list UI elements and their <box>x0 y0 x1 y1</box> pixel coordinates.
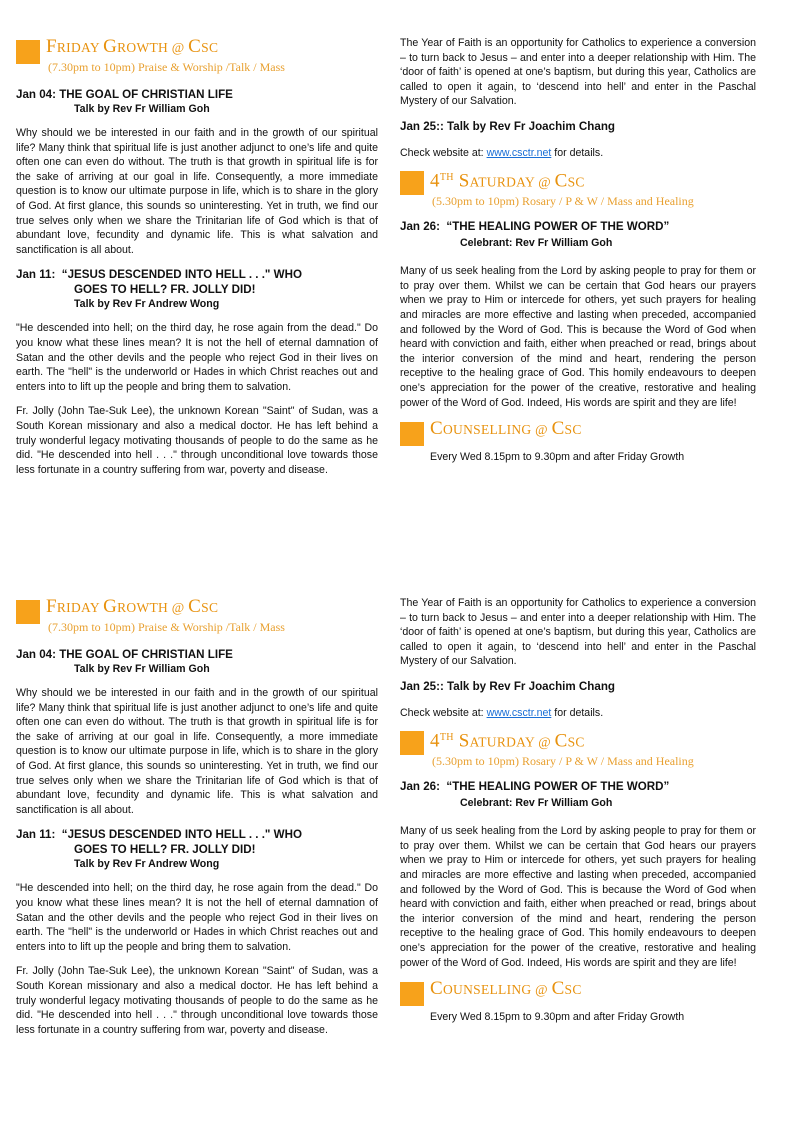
talk1-body: Why should we be interested in our faith and in the growth of our spiritual life? Many think that spiritual life is just another adjunct to one’s life and quite often one can even do without. The truth is that growth in spiritual life is for the sake of arriving at our goal in life. Consequently, a more immediate question is to know our ultimate purpose in life, which is to share in the glory of God. At first glance, this sounds so uninteresting. Yet in truth, we find our true selves only when we share the Trinitarian life of God which is that of abundant love, fecundity and dynamic life. This is what salvation and sanctification is all about. <box>16 127 378 256</box>
friday-growth-subtitle: (7.30pm to 10pm) Praise & Worship /Talk / Mass <box>48 620 285 634</box>
saturday-title: 4TH SATURDAY @ CSC <box>430 730 585 752</box>
talk1-title: Jan 04: THE GOAL OF CHRISTIAN LIFE <box>16 648 233 661</box>
talk4-body: Many of us seek healing from the Lord by asking people to pray for them or to pray over them. Whilst we can be certain that God hears our prayers when we pray to Him or intercede for others, yet such prayers for healing and miracles are more effective and lasting when preceded, accompanied and followed by the Word of God. This is because the Word of God when heard with conviction and faith, either when preached or read, brings about the interior conversion of the mind and heart, rendering the person receptive to the healing grace of God. This homily endeavours to deepen one’s appreciation for the power of the creative, restorative and healing power of the Word of God. Indeed, His words are spirit and they are life! <box>400 265 756 409</box>
talk1-speaker: Talk by Rev Fr William Goh <box>74 663 210 675</box>
talk1-body: Why should we be interested in our faith and in the growth of our spiritual life? Many think that spiritual life is just another adjunct to one’s life and quite often one can even do without. The truth is that growth in spiritual life is for the sake of arriving at our goal in life. Consequently, a more immediate question is to know our ultimate purpose in life, which is to share in the glory of God. At first glance, this sounds so uninteresting. Yet in truth, we find our true selves only when we share the Trinitarian life of God which is that of abundant love, fecundity and dynamic life. This is what salvation and sanctification is all about. <box>16 687 378 816</box>
counselling-schedule: Every Wed 8.15pm to 9.30pm and after Friday Growth <box>430 1011 685 1024</box>
orange-bullet-icon <box>400 171 424 195</box>
counselling-schedule: Every Wed 8.15pm to 9.30pm and after Friday Growth <box>430 451 685 464</box>
website-link[interactable]: www.csctr.net <box>486 706 552 719</box>
website-line: Check website at: www.csctr.net for details. <box>400 706 604 719</box>
friday-growth-title: FRIDAY GROWTH @ CSC <box>46 596 219 617</box>
year-of-faith-text: The Year of Faith is an opportunity for Catholics to experience a conversion – to turn back to Jesus – and enter into a deeper relationship with Him. The ‘door of faith’ is opened at one’s baptism, but during this year, Catholics are called to open it again, to ‘descend into hell’ and enter in the Paschal Mystery of our Salvation. <box>400 597 756 668</box>
website-link[interactable]: www.csctr.net <box>486 146 552 159</box>
friday-growth-heading <box>16 596 378 635</box>
orange-bullet-icon <box>400 731 424 755</box>
talk2-body: "He descended into hell; on the third day, he rose again from the dead." Do you know what these lines mean? It is not the hell of eternal damnation of Satan and the other devils and the people who reject God in their lives on earth. The "hell" is the underworld or Hades in which Christ reaches out and enters into to lift up the people and bring them to salvation. Fr. Jolly (John Tae-Suk Lee), the unknown Korean "Saint" of Sudan, was a South Korean missionary and also a medical doctor. He has left behind a truly wonderful legacy motivating thousands of people to do the same as he did. "He descended into hell . . ." through unconditional love towards those less fortunate in a country suffering from war, poverty and disease. <box>16 322 378 476</box>
talk3-title: Jan 25:: Talk by Rev Fr Joachim Chang <box>400 119 615 133</box>
talk1-speaker: Talk by Rev Fr William Goh <box>74 103 210 115</box>
counselling-title: COUNSELLING @ CSC <box>430 978 582 1000</box>
talk4-body: Many of us seek healing from the Lord by asking people to pray for them or to pray over them. Whilst we can be certain that God hears our prayers when we pray to Him or intercede for others, yet such prayers for healing and miracles are more effective and lasting when preceded, accompanied and followed by the Word of God. This is because the Word of God when heard with conviction and faith, either when preached or read, brings about the interior conversion of the mind and heart, rendering the person receptive to the healing grace of God. This homily endeavours to deepen one’s appreciation for the power of the creative, restorative and healing power of the Word of God. Indeed, His words are spirit and they are life! <box>400 825 756 969</box>
talk1-title: Jan 04: THE GOAL OF CHRISTIAN LIFE <box>16 88 233 101</box>
left-column <box>16 596 378 1047</box>
talk2-title: Jan 11: “JESUS DESCENDED INTO HELL . . ." WHO <box>16 268 302 282</box>
website-line: Check website at: www.csctr.net for details. <box>400 146 604 159</box>
friday-growth-subtitle: (7.30pm to 10pm) Praise & Worship /Talk / Mass <box>48 60 285 74</box>
orange-bullet-icon <box>16 40 40 64</box>
orange-bullet-icon <box>16 600 40 624</box>
saturday-subtitle: (5.30pm to 10pm) Rosary / P & W / Mass and Healing <box>432 194 694 209</box>
talk4-celebrant: Celebrant: Rev Fr William Goh <box>460 237 613 250</box>
counselling-heading <box>400 418 756 446</box>
right-column <box>400 596 756 1024</box>
talk4-title: Jan 26: “THE HEALING POWER OF THE WORD” <box>400 220 670 234</box>
counselling-heading <box>400 978 756 1006</box>
friday-growth-title: FRIDAY GROWTH @ CSC <box>46 36 219 57</box>
saturday-subtitle: (5.30pm to 10pm) Rosary / P & W / Mass and Healing <box>432 754 694 769</box>
bulletin-copy-bottom <box>0 560 788 1120</box>
bulletin-copy-top <box>0 0 788 560</box>
talk2-body: "He descended into hell; on the third day, he rose again from the dead." Do you know what these lines mean? It is not the hell of eternal damnation of Satan and the other devils and the people who reject God in their lives on earth. The "hell" is the underworld or Hades in which Christ reaches out and enters into to lift up the people and bring them to salvation. Fr. Jolly (John Tae-Suk Lee), the unknown Korean "Saint" of Sudan, was a South Korean missionary and also a medical doctor. He has left behind a truly wonderful legacy motivating thousands of people to do the same as he did. "He descended into hell . . ." through unconditional love towards those less fortunate in a country suffering from war, poverty and disease. <box>16 882 378 1036</box>
saturday-heading <box>400 167 756 210</box>
talk4-title: Jan 26: “THE HEALING POWER OF THE WORD” <box>400 780 670 794</box>
saturday-heading <box>400 727 756 770</box>
talk2-title-line2: GOES TO HELL? FR. JOLLY DID! <box>74 283 256 297</box>
talk4-celebrant: Celebrant: Rev Fr William Goh <box>460 797 613 810</box>
orange-bullet-icon <box>400 422 424 446</box>
orange-bullet-icon <box>400 982 424 1006</box>
saturday-title: 4TH SATURDAY @ CSC <box>430 170 585 192</box>
friday-growth-heading <box>16 36 378 75</box>
counselling-title: COUNSELLING @ CSC <box>430 418 582 440</box>
talk2-title: Jan 11: “JESUS DESCENDED INTO HELL . . ." WHO <box>16 828 302 842</box>
left-column <box>16 36 378 487</box>
talk2-title-line2: GOES TO HELL? FR. JOLLY DID! <box>74 843 256 857</box>
talk3-title: Jan 25:: Talk by Rev Fr Joachim Chang <box>400 679 615 693</box>
year-of-faith-text: The Year of Faith is an opportunity for Catholics to experience a conversion – to turn back to Jesus – and enter into a deeper relationship with Him. The ‘door of faith’ is opened at one’s baptism, but during this year, Catholics are called to open it again, to ‘descend into hell’ and enter in the Paschal Mystery of our Salvation. <box>400 37 756 108</box>
talk2-speaker: Talk by Rev Fr Andrew Wong <box>74 858 220 871</box>
talk2-speaker: Talk by Rev Fr Andrew Wong <box>74 298 220 311</box>
right-column <box>400 36 756 464</box>
